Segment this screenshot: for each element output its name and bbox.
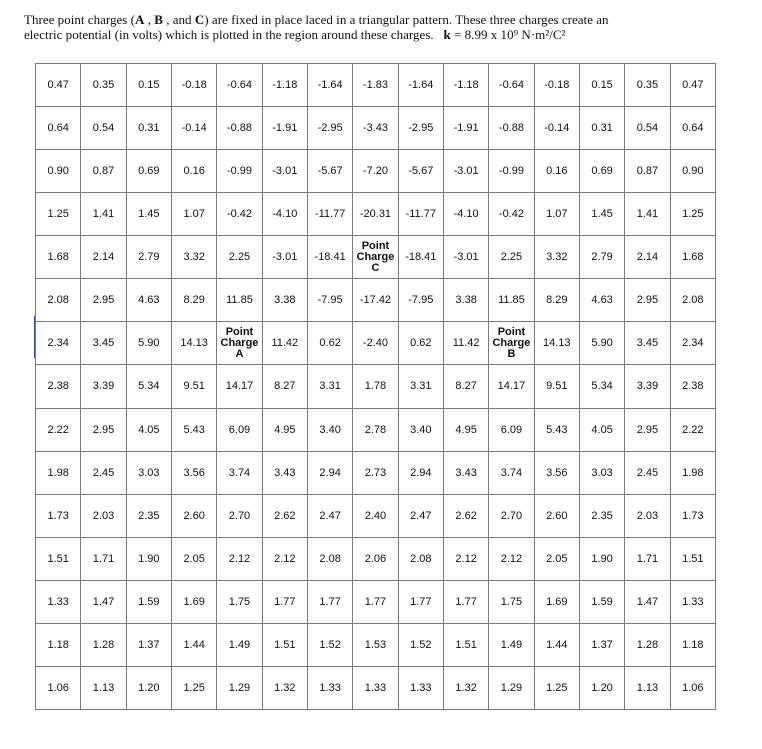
- potential-cell: 2.06: [353, 537, 398, 580]
- potential-cell: 3.74: [217, 451, 262, 494]
- grid-row: [36, 408, 716, 451]
- problem-line-2: [24, 27, 738, 42]
- potential-cell: -0.88: [489, 107, 534, 150]
- potential-cell: 4.95: [443, 408, 488, 451]
- potential-cell: 1.77: [262, 580, 307, 623]
- potential-cell: 1.33: [353, 666, 398, 709]
- potential-cell: 1.59: [126, 580, 171, 623]
- potential-cell: 2.34: [670, 322, 715, 365]
- potential-cell: 4.05: [579, 408, 624, 451]
- potential-cell: 1.45: [126, 193, 171, 236]
- potential-cell: 0.47: [670, 64, 715, 107]
- potential-cell: 2.38: [670, 365, 715, 408]
- potential-cell: 2.05: [534, 537, 579, 580]
- potential-cell: 2.08: [307, 537, 352, 580]
- potential-cell: -1.64: [398, 64, 443, 107]
- potential-cell: 0.64: [36, 107, 81, 150]
- potential-cell: 1.90: [126, 537, 171, 580]
- grid-row: [36, 150, 716, 193]
- potential-cell: 1.32: [262, 666, 307, 709]
- potential-cell: -4.10: [443, 193, 488, 236]
- potential-cell: 4.05: [126, 408, 171, 451]
- grid-row: [36, 322, 716, 365]
- potential-cell: 1.06: [36, 666, 81, 709]
- point-charge-cell: Point Charge B: [489, 322, 534, 365]
- potential-cell: -0.18: [171, 64, 216, 107]
- potential-cell: -5.67: [398, 150, 443, 193]
- potential-cell: 1.90: [579, 537, 624, 580]
- potential-cell: 14.17: [489, 365, 534, 408]
- potential-cell: 0.16: [171, 150, 216, 193]
- potential-cell: 2.95: [81, 279, 126, 322]
- potential-cell: 4.63: [579, 279, 624, 322]
- grid-row: [36, 107, 716, 150]
- potential-cell: 2.03: [625, 494, 670, 537]
- potential-cell: 5.90: [126, 322, 171, 365]
- potential-cell: 3.39: [81, 365, 126, 408]
- potential-cell: 1.37: [579, 623, 624, 666]
- potential-cell: 1.49: [489, 623, 534, 666]
- charge-label-a: A: [135, 12, 145, 27]
- grid-row: [36, 365, 716, 408]
- potential-cell: -2.95: [307, 107, 352, 150]
- potential-cell: 1.77: [307, 580, 352, 623]
- potential-cell: 0.54: [625, 107, 670, 150]
- charge-label-c: C: [194, 12, 205, 27]
- potential-cell: 1.28: [81, 623, 126, 666]
- potential-cell: -3.01: [262, 150, 307, 193]
- grid-row: [36, 451, 716, 494]
- problem-statement: [24, 12, 738, 42]
- potential-cell: 1.25: [36, 193, 81, 236]
- point-charge-cell: Point Charge A: [217, 322, 262, 365]
- potential-cell: -1.64: [307, 64, 352, 107]
- potential-cell: 2.47: [307, 494, 352, 537]
- problem-line-1: [24, 12, 738, 27]
- potential-cell: 0.31: [126, 107, 171, 150]
- potential-cell: -0.64: [217, 64, 262, 107]
- potential-cell: 1.33: [307, 666, 352, 709]
- potential-cell: 1.06: [670, 666, 715, 709]
- potential-cell: 11.85: [489, 279, 534, 322]
- potential-cell: 1.59: [579, 580, 624, 623]
- potential-cell: 2.62: [443, 494, 488, 537]
- potential-cell: 1.33: [670, 580, 715, 623]
- potential-cell: 2.73: [353, 451, 398, 494]
- potential-cell: 1.68: [670, 236, 715, 279]
- potential-cell: -3.01: [262, 236, 307, 279]
- potential-cell: 4.63: [126, 279, 171, 322]
- potential-cell: 0.35: [625, 64, 670, 107]
- potential-cell: 1.25: [534, 666, 579, 709]
- potential-cell: 3.31: [307, 365, 352, 408]
- potential-cell: 0.87: [625, 150, 670, 193]
- potential-cell: 0.47: [36, 64, 81, 107]
- potential-cell: 5.34: [579, 365, 624, 408]
- potential-cell: -0.99: [217, 150, 262, 193]
- grid-row: [36, 580, 716, 623]
- potential-cell: 0.87: [81, 150, 126, 193]
- potential-cell: -3.01: [443, 150, 488, 193]
- potential-cell: 14.13: [171, 322, 216, 365]
- potential-cell: 1.18: [36, 623, 81, 666]
- potential-cell: 1.20: [579, 666, 624, 709]
- potential-cell: 2.40: [353, 494, 398, 537]
- potential-cell: 3.56: [171, 451, 216, 494]
- potential-cell: -18.41: [307, 236, 352, 279]
- potential-cell: -0.14: [171, 107, 216, 150]
- potential-cell: -0.14: [534, 107, 579, 150]
- potential-cell: -0.42: [489, 193, 534, 236]
- potential-cell: 2.95: [625, 279, 670, 322]
- potential-cell: 1.69: [534, 580, 579, 623]
- point-charge-cell: Point Charge C: [353, 236, 398, 279]
- potential-cell: 11.85: [217, 279, 262, 322]
- potential-cell: 1.07: [171, 193, 216, 236]
- potential-cell: 2.62: [262, 494, 307, 537]
- potential-cell: 5.34: [126, 365, 171, 408]
- potential-cell: 1.51: [443, 623, 488, 666]
- potential-cell: 2.60: [171, 494, 216, 537]
- potential-cell: 1.44: [171, 623, 216, 666]
- statement-text: Three point charges (: [24, 12, 135, 27]
- potential-cell: -1.83: [353, 64, 398, 107]
- potential-cell: 11.42: [443, 322, 488, 365]
- potential-cell: 3.32: [171, 236, 216, 279]
- potential-cell: 2.79: [579, 236, 624, 279]
- potential-cell: 11.42: [262, 322, 307, 365]
- potential-cell: 5.43: [171, 408, 216, 451]
- potential-cell: 2.12: [443, 537, 488, 580]
- potential-cell: 3.31: [398, 365, 443, 408]
- potential-cell: 0.16: [534, 150, 579, 193]
- potential-cell: 3.38: [443, 279, 488, 322]
- potential-cell: 1.41: [81, 193, 126, 236]
- grid-row: [36, 193, 716, 236]
- potential-cell: -0.18: [534, 64, 579, 107]
- potential-cell: 1.28: [625, 623, 670, 666]
- statement-text: ) are fixed in place laced in a triangular pattern. These three charges create an: [204, 12, 609, 27]
- potential-cell: 1.68: [36, 236, 81, 279]
- potential-cell: 3.32: [534, 236, 579, 279]
- potential-cell: 2.94: [307, 451, 352, 494]
- potential-cell: -11.77: [398, 193, 443, 236]
- potential-cell: 1.44: [534, 623, 579, 666]
- charge-label-b: B: [154, 12, 163, 27]
- potential-cell: 4.95: [262, 408, 307, 451]
- potential-cell: 1.53: [353, 623, 398, 666]
- potential-cell: 2.70: [217, 494, 262, 537]
- potential-cell: 2.14: [81, 236, 126, 279]
- potential-cell: 0.69: [579, 150, 624, 193]
- potential-cell: -7.20: [353, 150, 398, 193]
- potential-cell: 2.35: [126, 494, 171, 537]
- potential-cell: 1.13: [625, 666, 670, 709]
- potential-cell: 1.77: [353, 580, 398, 623]
- potential-cell: 3.39: [625, 365, 670, 408]
- potential-grid-body: [36, 64, 716, 710]
- potential-cell: 0.90: [36, 150, 81, 193]
- grid-row: [36, 64, 716, 107]
- potential-cell: 1.37: [126, 623, 171, 666]
- potential-cell: 2.34: [36, 322, 81, 365]
- potential-cell: -0.64: [489, 64, 534, 107]
- potential-cell: -4.10: [262, 193, 307, 236]
- potential-cell: 3.40: [398, 408, 443, 451]
- potential-cell: 1.25: [670, 193, 715, 236]
- grid-row: [36, 494, 716, 537]
- potential-cell: -3.43: [353, 107, 398, 150]
- potential-cell: 1.45: [579, 193, 624, 236]
- potential-cell: 8.27: [262, 365, 307, 408]
- potential-cell: 2.25: [217, 236, 262, 279]
- potential-cell: -1.18: [262, 64, 307, 107]
- potential-cell: 1.69: [171, 580, 216, 623]
- potential-cell: 1.51: [262, 623, 307, 666]
- potential-cell: 2.45: [81, 451, 126, 494]
- potential-cell: 1.51: [36, 537, 81, 580]
- potential-cell: 0.69: [126, 150, 171, 193]
- statement-text: electric potential (in volts) which is plotted in the region around these charges.: [24, 27, 434, 42]
- potential-cell: 3.40: [307, 408, 352, 451]
- statement-text: ,: [144, 12, 155, 27]
- potential-cell: 1.98: [36, 451, 81, 494]
- potential-cell: 1.73: [36, 494, 81, 537]
- grid-row: [36, 537, 716, 580]
- potential-cell: 3.45: [625, 322, 670, 365]
- potential-cell: -17.42: [353, 279, 398, 322]
- potential-cell: 0.62: [307, 322, 352, 365]
- potential-cell: 1.77: [443, 580, 488, 623]
- potential-cell: 3.74: [489, 451, 534, 494]
- potential-cell: -2.40: [353, 322, 398, 365]
- potential-cell: 1.20: [126, 666, 171, 709]
- potential-cell: 0.62: [398, 322, 443, 365]
- grid-row: [36, 279, 716, 322]
- potential-cell: -0.99: [489, 150, 534, 193]
- potential-cell: 2.22: [36, 408, 81, 451]
- potential-cell: 2.38: [36, 365, 81, 408]
- potential-cell: 2.12: [489, 537, 534, 580]
- potential-cell: 1.52: [398, 623, 443, 666]
- potential-cell: 1.98: [670, 451, 715, 494]
- potential-cell: 14.17: [217, 365, 262, 408]
- coulomb-constant-value: = 8.99 x 10⁹ N·m²/C²: [450, 27, 566, 42]
- potential-cell: 2.94: [398, 451, 443, 494]
- potential-cell: 0.31: [579, 107, 624, 150]
- potential-cell: -0.42: [217, 193, 262, 236]
- potential-cell: 2.35: [579, 494, 624, 537]
- potential-grid-container: [35, 63, 716, 710]
- statement-text: , and: [162, 12, 195, 27]
- potential-cell: 1.32: [443, 666, 488, 709]
- potential-cell: 0.35: [81, 64, 126, 107]
- potential-cell: 1.51: [670, 537, 715, 580]
- potential-cell: 1.25: [171, 666, 216, 709]
- potential-cell: -7.95: [398, 279, 443, 322]
- potential-cell: 1.47: [81, 580, 126, 623]
- potential-cell: 1.52: [307, 623, 352, 666]
- potential-cell: 8.29: [534, 279, 579, 322]
- potential-cell: 9.51: [171, 365, 216, 408]
- potential-cell: 3.43: [443, 451, 488, 494]
- potential-cell: -1.91: [262, 107, 307, 150]
- potential-cell: 6.09: [217, 408, 262, 451]
- potential-cell: 1.41: [625, 193, 670, 236]
- potential-cell: 3.03: [126, 451, 171, 494]
- potential-cell: 1.78: [353, 365, 398, 408]
- potential-cell: 0.15: [126, 64, 171, 107]
- potential-cell: 8.27: [443, 365, 488, 408]
- potential-cell: 1.47: [625, 580, 670, 623]
- potential-cell: 3.43: [262, 451, 307, 494]
- potential-cell: 2.60: [534, 494, 579, 537]
- potential-cell: 8.29: [171, 279, 216, 322]
- potential-cell: 2.70: [489, 494, 534, 537]
- potential-cell: 14.13: [534, 322, 579, 365]
- potential-cell: 2.47: [398, 494, 443, 537]
- potential-cell: 1.18: [670, 623, 715, 666]
- potential-cell: 2.08: [398, 537, 443, 580]
- potential-cell: 1.75: [489, 580, 534, 623]
- grid-row: [36, 623, 716, 666]
- coulomb-constant-symbol: k: [443, 27, 451, 42]
- potential-cell: 1.33: [36, 580, 81, 623]
- potential-cell: -0.88: [217, 107, 262, 150]
- potential-cell: 9.51: [534, 365, 579, 408]
- potential-cell: 3.45: [81, 322, 126, 365]
- potential-cell: 2.95: [81, 408, 126, 451]
- potential-cell: 3.38: [262, 279, 307, 322]
- potential-cell: -18.41: [398, 236, 443, 279]
- potential-cell: 2.45: [625, 451, 670, 494]
- potential-cell: 2.03: [81, 494, 126, 537]
- potential-cell: -20.31: [353, 193, 398, 236]
- potential-cell: 2.95: [625, 408, 670, 451]
- grid-row: [36, 236, 716, 279]
- potential-cell: -5.67: [307, 150, 352, 193]
- potential-cell: -7.95: [307, 279, 352, 322]
- potential-cell: 1.71: [81, 537, 126, 580]
- potential-cell: 5.90: [579, 322, 624, 365]
- potential-cell: 1.33: [398, 666, 443, 709]
- potential-cell: 1.13: [81, 666, 126, 709]
- grid-row: [36, 666, 716, 709]
- potential-cell: 1.29: [217, 666, 262, 709]
- potential-cell: 2.14: [625, 236, 670, 279]
- potential-cell: 5.43: [534, 408, 579, 451]
- potential-cell: 1.71: [625, 537, 670, 580]
- potential-cell: 1.77: [398, 580, 443, 623]
- potential-cell: 1.73: [670, 494, 715, 537]
- potential-cell: -2.95: [398, 107, 443, 150]
- potential-cell: -1.18: [443, 64, 488, 107]
- potential-cell: 0.15: [579, 64, 624, 107]
- potential-cell: 2.05: [171, 537, 216, 580]
- potential-cell: 2.12: [262, 537, 307, 580]
- potential-cell: 2.79: [126, 236, 171, 279]
- potential-cell: 1.29: [489, 666, 534, 709]
- potential-cell: 2.78: [353, 408, 398, 451]
- potential-cell: 2.25: [489, 236, 534, 279]
- potential-cell: -1.91: [443, 107, 488, 150]
- potential-cell: 6.09: [489, 408, 534, 451]
- potential-cell: 0.64: [670, 107, 715, 150]
- potential-cell: 0.90: [670, 150, 715, 193]
- potential-cell: 3.03: [579, 451, 624, 494]
- potential-cell: 1.75: [217, 580, 262, 623]
- potential-cell: 2.08: [36, 279, 81, 322]
- potential-cell: 1.49: [217, 623, 262, 666]
- potential-cell: 2.22: [670, 408, 715, 451]
- potential-grid-table: [35, 63, 716, 710]
- potential-cell: -11.77: [307, 193, 352, 236]
- potential-cell: -3.01: [443, 236, 488, 279]
- potential-cell: 3.56: [534, 451, 579, 494]
- potential-cell: 0.54: [81, 107, 126, 150]
- potential-cell: 1.07: [534, 193, 579, 236]
- potential-cell: 2.08: [670, 279, 715, 322]
- potential-cell: 2.12: [217, 537, 262, 580]
